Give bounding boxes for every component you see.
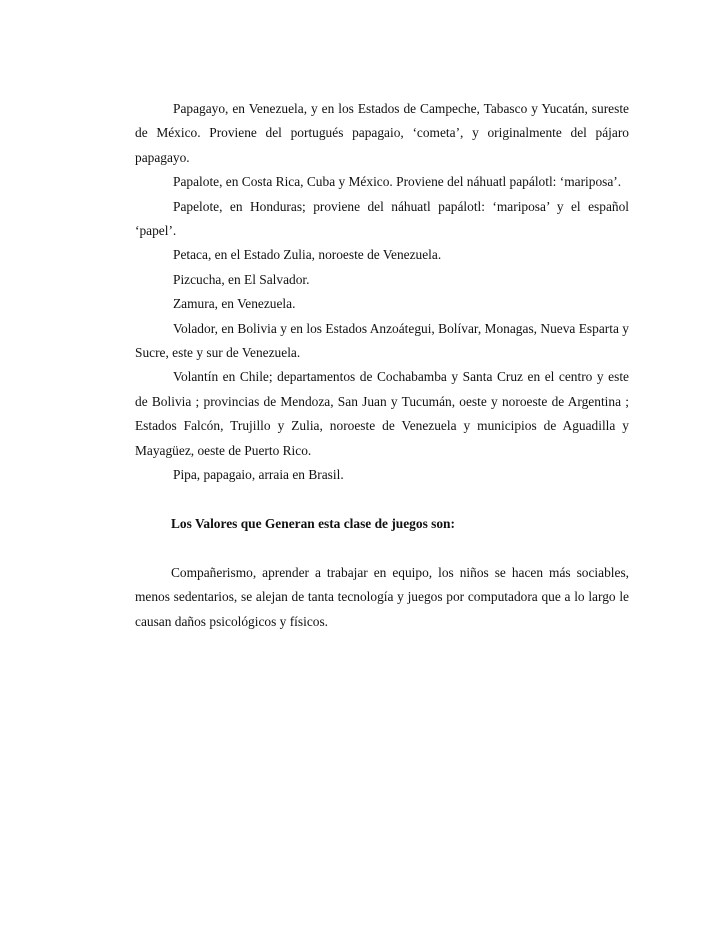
- entry-petaca: Petaca, en el Estado Zulia, noroeste de Venezuela.: [173, 247, 442, 263]
- entry-zamura: Zamura, en Venezuela.: [173, 296, 296, 312]
- entry-papelote: Papelote, en Honduras; proviene del náhuatl papálotl: ‘mariposa’ y el español ‘papel’.: [135, 198, 629, 239]
- entry-pipa: Pipa, papagaio, arraia en Brasil.: [173, 467, 344, 483]
- closing-paragraph: Compañerismo, aprender a trabajar en equipo, los niños se hacen más sociables, menos sedentarios, se alejan de tanta tecnología y juegos por computadora que a lo largo le causan daños psicológicos y físicos.: [135, 564, 629, 629]
- entry-papalote: Papalote, en Costa Rica, Cuba y México. Proviene del náhuatl papálotl: ‘mariposa’.: [173, 174, 622, 190]
- section-heading: Los Valores que Generan esta clase de juegos son:: [171, 515, 455, 531]
- entry-papagayo: Papagayo, en Venezuela, y en los Estados de Campeche, Tabasco y Yucatán, sureste de México. Proviene del portugués papagaio, ‘cometa’, y originalmente del pájaro papagayo.: [135, 101, 629, 165]
- entry-volador: Volador, en Bolivia y en los Estados Anzoátegui, Bolívar, Monagas, Nueva Esparta y Sucre, este y sur de Venezuela.: [135, 320, 629, 361]
- entry-pizcucha: Pizcucha, en El Salvador.: [173, 271, 310, 287]
- document-body: [135, 97, 629, 634]
- entry-volantin: Volantín en Chile; departamentos de Cochabamba y Santa Cruz en el centro y este de Bolivia ; provincias de Mendoza, San Juan y Tucumán, oeste y noroeste de Argentina ; Estados Falcón, Trujillo y Zulia, noroeste de Venezuela y municipios de Aguadilla y Mayagüez, oeste de Puerto Rico.: [135, 369, 629, 458]
